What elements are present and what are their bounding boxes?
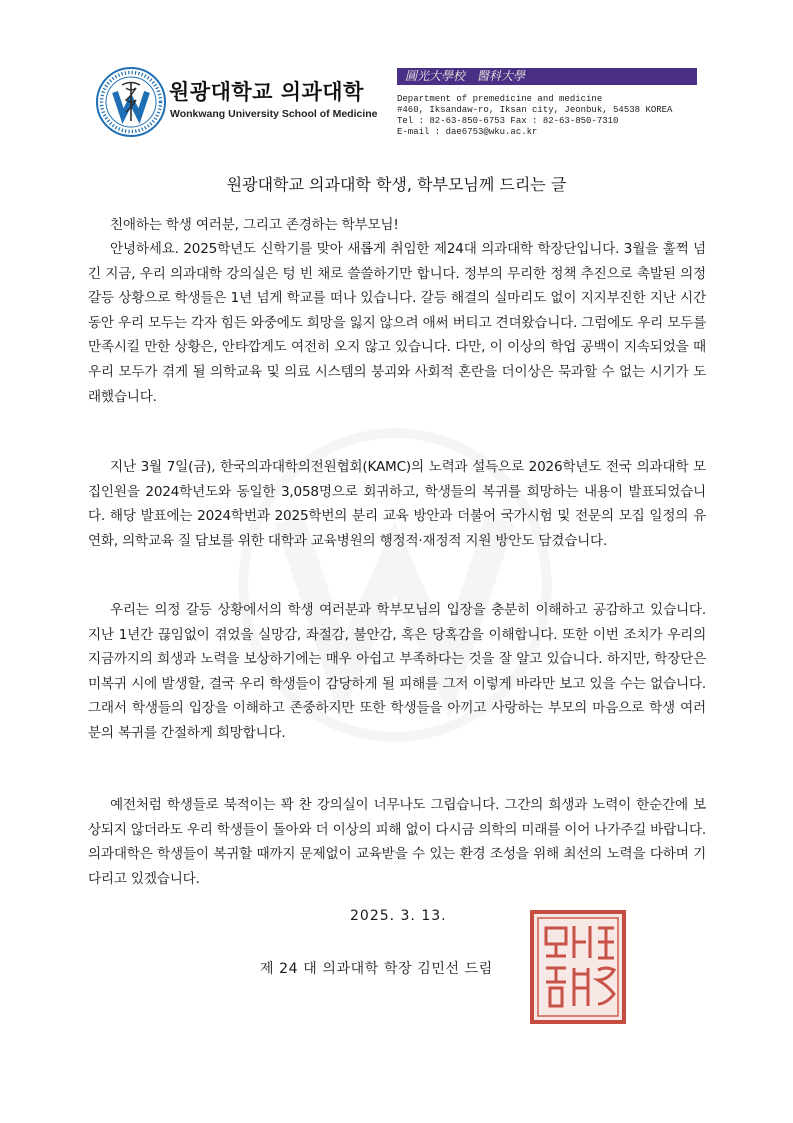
paragraph-4: 예전처럼 학생들로 북적이는 꽉 찬 강의실이 너무나도 그립습니다. 그간의 희생과 노력이 한순간에 보상되지 않더라도 우리 학생들이 돌아와 더 이상의 피해 없이 다시금 의학의 미래를 이어 나가주길 바랍니다. 의과대학은 학생들이 복귀할 때까지 문제없이 교육받을 수 있는 환경 조성을 위해 최선의 노력을 다하며 기다리고 있겠습니다. [88,797,706,887]
paragraph-1: 안녕하세요. 2025학년도 신학기를 맞아 새롭게 취임한 제24대 의과대학 학장단입니다. 3월을 훌쩍 넘긴 지금, 우리 의과대학 강의실은 텅 빈 채로 쓸쓸하기만 합니다. 정부의 무리한 정책 추진으로 촉발된 의정 갈등 상황으로 학생들은 1년 넘게 학교를 떠나 있습니다. 갈등 해결의 실마리도 없이 지지부진한 지난 시간 동안 우리 모두는 각자 힘든 와중에도 희망을 잃지 않으려 애써 버티고 견뎌왔습니다. 그럼에도 우리 모두를 만족시킬 만한 상황은, 안타깝게도 여전히 오지 않고 있습니다. 다만, 이 이상의 학업 공백이 지속되었을 때 우리 모두가 겪게 될 의학교육 및 의료 시스템의 붕괴와 사회적 혼란을 더이상은 묵과할 수 없는 시기가 도래했습니다. [88,241,706,405]
paragraph-2: 지난 3월 7일(금), 한국의과대학의전원협회(KAMC)의 노력과 설득으로 2026학년도 전국 의과대학 모집인원을 2024학년도와 동일한 3,058명으로 회귀하고, 학생들의 복귀를 희망하는 내용이 발표되었습니다. 해당 발표에는 2024학번과 2025학번의 분리 교육 방안과 더불어 국가시험 및 전문의 모집 일정의 유연화, 의학교육 질 담보를 위한 대학과 교육병원의 행정적·재정적 지원 방안도 담겼습니다. [88,459,706,549]
address-line: #460, Iksandaw-ro, Iksan city, Jeonbuk, 54538 KOREA [397,105,673,115]
greeting-line: 친애하는 학생 여러분, 그리고 존경하는 학부모님! [110,217,399,233]
university-name-ko: 원광대학교 의과대학 [169,80,364,104]
university-name-en: Wonkwang University School of Medicine [170,108,378,120]
letter-date: 2025. 3. 13. [350,908,447,924]
red-official-seal-icon [528,908,628,1026]
department-line: Department of premedicine and medicine [397,94,603,104]
contact-block [397,94,672,138]
hanja-banner: 圓光大學校 醫科大學 [397,68,697,85]
letter-title: 원광대학교 의과대학 학생, 학부모님께 드리는 글 [226,175,567,194]
email-line: E-mail : dae6753@wku.ac.kr [397,127,538,137]
signature-line: 제 24 대 의과대학 학장 김민선 드림 [260,961,493,977]
paragraph-3: 우리는 의정 갈등 상황에서의 학생 여러분과 학부모님의 입장을 충분히 이해하고 공감하고 있습니다. 지난 1년간 끊임없이 겪었을 실망감, 좌절감, 불안감, 혹은 당혹감을 이해합니다. 또한 이번 조치가 우리의 지금까지의 희생과 노력을 보상하기에는 매우 아쉽고 부족하다는 것을 잘 알고 있습니다. 하지만, 학장단은 미복귀 시에 발생할, 결국 우리 학생들이 감당하게 될 피해를 그저 이렇게 바라만 보고 있을 수는 없습니다. 그래서 학생들의 입장을 이해하고 존중하지만 또한 학생들을 아끼고 사랑하는 부모의 마음으로 학생 여러분의 복귀를 간절하게 희망합니다. [88,602,706,741]
university-logo-icon [95,66,167,138]
phone-fax-line: Tel : 82-63-850-6753 Fax : 82-63-850-7310 [397,116,619,126]
